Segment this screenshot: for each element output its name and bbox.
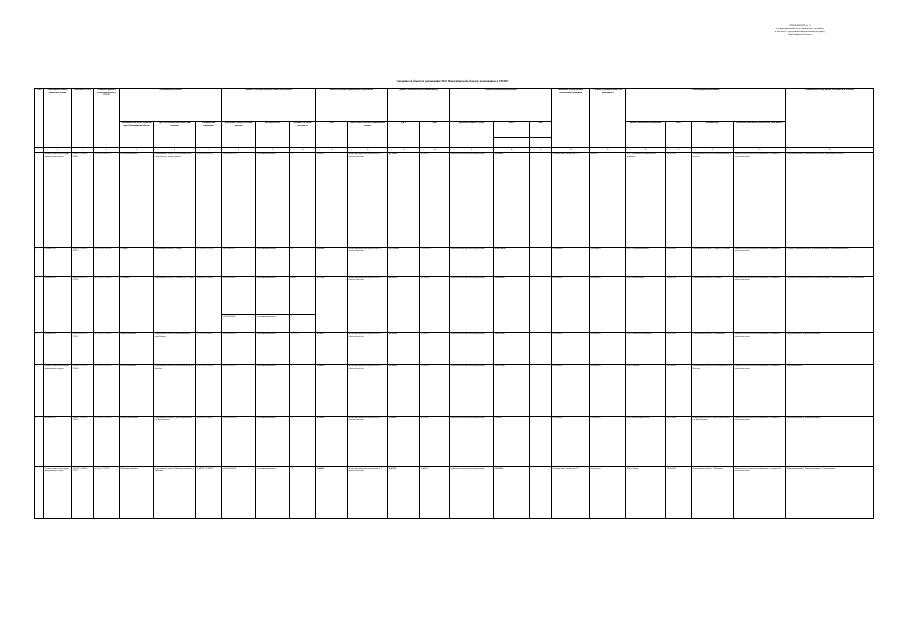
cell-org-inn: 5425000000 <box>666 364 692 416</box>
header-cadastral: Кадастровые номера земельных участков <box>222 121 256 148</box>
cell-land-area: 2.9 <box>290 152 316 247</box>
table-row <box>35 467 874 519</box>
cell-served: Карасукский район, Краснозерский район <box>786 333 874 365</box>
table-row <box>35 333 874 365</box>
header-state-m3: куб.м <box>388 121 420 148</box>
cell-expertise: Отсутствует <box>552 276 590 333</box>
cell-volume-tons: 74 646.82 <box>316 467 348 519</box>
cell-org-license: Лицензия на деятельность по обращению с отходами I-IV классов опасности <box>734 276 786 333</box>
appendix-line: в том числе с твердыми коммунальными отходами, <box>774 31 826 34</box>
cell-object-name: Полигон захоронения твердых коммунальных отходов <box>44 152 72 247</box>
cell-org-address: Новосибирская область, Болотнинский район, г. Болотное <box>692 152 734 247</box>
column-number: 3 <box>72 148 94 153</box>
cell-expertise: Отсутствует <box>552 247 590 276</box>
cell-object-name: Полигон ТБО <box>44 276 72 333</box>
cell-state-m3: 56 857.00 <box>388 467 420 519</box>
column-number: 8 <box>222 148 256 153</box>
header-monitoring: Сведения о наблюдательной сети (мониторинг) <box>590 89 626 148</box>
cell-state-m3: 1 671 542.00 <box>388 247 420 276</box>
header-state-tons: тонн <box>420 121 450 148</box>
header-location: Местонахождение объекта <box>120 89 222 122</box>
cell-org-inn: 5452000009 <box>666 467 692 519</box>
cell-org-license: Лицензия на деятельность по обращению с отходами I-IV классов опасности <box>734 364 786 416</box>
table-row <box>35 416 874 467</box>
cell-waste-types: отходы производства и потребления IV, V классов опасности <box>348 467 388 519</box>
cell-org-license: Лицензия на деятельность по обращению с отходами I-IV классов опасности <box>734 247 786 276</box>
cell-served: Болотнинский район, Болотнинский сельсовет, Карасевский сельсовет <box>786 152 874 247</box>
cell-cadastral: 54:33:000000:83 <box>222 315 256 333</box>
table-row <box>35 152 874 247</box>
cell-capacity: 1 095 219.00 <box>494 333 530 365</box>
column-number: 22 <box>692 148 734 153</box>
cell-groro: 54-00028-З-00173-270316 <box>72 276 94 333</box>
cell-coordinates: 55.022780 82.196961 <box>196 364 222 416</box>
column-number: 21 <box>666 148 692 153</box>
header-address: Адрес местонахождения объекта (при наличии) <box>154 121 196 148</box>
header-org-inn: ИНН <box>666 121 692 148</box>
cell-address: Новосибирская область, Краснозерский район, р.п. Краснозерское <box>154 416 196 467</box>
cell-monitoring: Отсутствует <box>590 364 626 416</box>
cell-order: № 479 от 01.08.2014 <box>94 247 120 276</box>
column-number: 14 <box>420 148 450 153</box>
cell-project-type: самостоятельная проектная документация <box>450 276 494 333</box>
cell-land-area: 7.6 <box>290 467 316 519</box>
cell-state-m3: 229 487.00 <box>388 364 420 416</box>
cell-expertise: Отсутствует <box>552 416 590 467</box>
cell-land-category: земли промышленности <box>256 364 290 416</box>
column-number: 7 <box>196 148 222 153</box>
cell-volume-tons: 15 948.24 <box>316 364 348 416</box>
cell-org-license: Лицензия на деятельность по обращению с отходами I-IV классов опасности <box>734 333 786 365</box>
cell-object-name: Полигон захоронения твердых коммунальных отходов <box>44 364 72 416</box>
cell-land-category: земли промышленности <box>256 416 290 467</box>
cell-monitoring: Отсутствует <box>590 247 626 276</box>
cell-org-name: ООО «Экология Новосибирск» <box>626 333 666 365</box>
cell-state-tons: 42 234.00 <box>420 152 450 247</box>
cell-empty <box>530 333 552 365</box>
cell-expertise: Положительное заключение ГЭЭ <box>552 152 590 247</box>
cell-org-license: Лицензия на деятельность по обращению с отходами I-IV классов опасности <box>734 416 786 467</box>
cell-capacity: 300 000.00 <box>494 152 530 247</box>
cell-land-category: земли промышленности <box>256 315 290 333</box>
column-number: 15 <box>450 148 494 153</box>
header-operator: Эксплуатирующая организация <box>626 89 786 122</box>
cell-served: г. Бердск, Искитимский район, Новосибирский район, Черепановский район <box>786 247 874 276</box>
cell-object-name: Полигон захоронения твердых коммунальных отходов <box>44 467 72 519</box>
cell-municipality: Коченевский район <box>120 364 154 416</box>
cell-state-tons: 50 211.00 <box>420 416 450 467</box>
cell-number: 3 <box>35 276 44 333</box>
cell-expertise: Отсутствует <box>552 364 590 416</box>
cell-capacity: 3 198 000.00 <box>494 276 530 333</box>
header-spacer <box>530 137 552 148</box>
cell-cadastral: 54:09:000000:127 <box>222 333 256 365</box>
cell-land-area: 2.2 <box>290 416 316 467</box>
cell-state-tons: 150 000.00 <box>420 276 450 333</box>
header-project: Сведения о проектной документации <box>450 89 552 122</box>
cell-number: 5 <box>35 364 44 416</box>
header-object-name: Наименование объекта размещения отходов <box>44 89 72 148</box>
column-number: 24 <box>786 148 874 153</box>
cell-org-inn: 5422723000 <box>666 333 692 365</box>
cell-volume-tons: 21 287.35 <box>316 152 348 247</box>
cell-capacity: 10 895 540.00 <box>494 247 530 276</box>
cell-monitoring: Отсутствует <box>590 467 626 519</box>
cell-land-category: земли промышленности <box>256 276 290 315</box>
header-expertise: Заключение государственной экологической экспертизы <box>552 89 590 148</box>
cell-project-type: самостоятельная проектная документация <box>450 467 494 519</box>
cell-monitoring: Имеется <box>590 152 626 247</box>
column-number: 5 <box>120 148 154 153</box>
appendix-line: к территориальной схеме обращения с отходами, <box>776 28 824 31</box>
header-org-name: Краткое наименование организации <box>626 121 666 148</box>
cell-waste-types: отходы производства и потребления IV, V классов опасности <box>348 247 388 276</box>
column-number: 20 <box>626 148 666 153</box>
header-volume-tons: тонн <box>316 121 348 148</box>
cell-org-license: Лицензия на деятельность по обращению с отходами I-IV классов опасности <box>734 467 786 519</box>
cell-state-m3: 260 097.00 <box>388 276 420 333</box>
cell-project-type: самостоятельная проектная документация <box>450 152 494 247</box>
cell-empty <box>530 467 552 519</box>
cell-served: Куйбышевский район, Барабинский район, Северный район <box>786 467 874 519</box>
header-land-category: Категория земель <box>256 121 290 148</box>
cell-capacity: 1 232 738.00 <box>494 364 530 416</box>
cell-land-area: 2 <box>290 315 316 333</box>
header-org-address: почтовый адрес <box>692 121 734 148</box>
cell-project-type: самостоятельная проектная документация <box>450 247 494 276</box>
cell-cadastral: 54:03:000000:1154 <box>222 152 256 247</box>
cell-number: 7 <box>35 467 44 519</box>
column-number: 11 <box>316 148 348 153</box>
cell-groro: 54-00037-З-00292-270814 <box>72 416 94 467</box>
table-row <box>35 364 874 416</box>
cell-monitoring: Отсутствует <box>590 276 626 333</box>
cell-land-category: земли промышленности <box>256 152 290 247</box>
cell-waste-types: отходы производства и потребления IV, V классов опасности <box>348 152 388 247</box>
header-groro-number: № объекта в ГРОРО <box>72 89 94 148</box>
cell-org-name: ООО «Экоград» <box>626 364 666 416</box>
cell-monitoring: Отсутствует <box>590 416 626 467</box>
cell-cadastral: 54:33:000000:88 <box>222 276 256 315</box>
header-municipality: Муниципальный район (городской округ) Новосибирской области <box>120 121 154 148</box>
header-project-type: Проектная мощность / ресурс <box>450 121 494 148</box>
column-number: 10 <box>290 148 316 153</box>
cell-land-area: 5 <box>290 364 316 416</box>
cell-land-category: земли промышленности <box>256 467 290 519</box>
header-volume: Количество отходов, принимаемых на размещение <box>316 89 388 122</box>
column-number: 2 <box>44 148 72 153</box>
cell-volume-tons: 35 373.03 <box>316 276 348 333</box>
cell-address: Новосибирская область, Коченевский район, р.п. Коченево <box>154 364 196 416</box>
cell-order: № 292 от 27.08.2014 <box>94 364 120 416</box>
cell-order: № 292 от 27.08.2014 <box>94 416 120 467</box>
cell-order: № 34 от 27.01.2017 <box>94 467 120 519</box>
cell-org-inn: 5427100044 <box>666 416 692 467</box>
cell-org-name: ООО «Экобор» <box>626 467 666 519</box>
cell-municipality: г. Искитим <box>120 276 154 333</box>
header-project-tons: тонн <box>530 121 552 137</box>
cell-municipality: г. Бердск <box>120 247 154 276</box>
registry-table <box>34 88 874 519</box>
cell-project-type: самостоятельная проектная документация <box>450 364 494 416</box>
cell-groro: 54-00029-З-00173-270316 <box>72 333 94 365</box>
cell-municipality: Карасукский район <box>120 333 154 365</box>
cell-groro: 54-00013-З-00068-280815 <box>72 152 94 247</box>
cell-served: Краснозерский район, Карасукский район <box>786 416 874 467</box>
cell-number: 2 <box>35 247 44 276</box>
cell-coordinates: 55.696914 84.427800 <box>196 152 222 247</box>
cell-address: Новосибирская область, г. Искитим, ул. Степная <box>154 276 196 333</box>
cell-land-category: земли промышленности <box>256 333 290 365</box>
cell-served: Коченевский район <box>786 364 874 416</box>
cell-capacity: 2 532.30 <box>494 416 530 467</box>
header-project-m3: куб.м <box>494 121 530 137</box>
table-row <box>35 247 874 276</box>
header-waste-types: Виды и классы опасности принимаемых отходов <box>348 121 388 148</box>
cell-state-tons: 1 152 290.55 <box>420 247 450 276</box>
column-number: 4 <box>94 148 120 153</box>
document-title: Сведения об объектах размещения ТКО Новосибирской области, включенных в ГРОРО <box>396 80 509 83</box>
cell-org-address: Новосибирская область, г. Куйбышев <box>692 467 734 519</box>
cell-order: № 173 от 27.03.2016 <box>94 276 120 333</box>
header-spacer <box>494 137 530 148</box>
appendix-line: ПРИЛОЖЕНИЕ № 11 <box>789 25 811 27</box>
cell-volume-tons: 20 148.72 <box>316 333 348 365</box>
cell-empty <box>530 364 552 416</box>
cell-capacity: 520 202.00 <box>494 467 530 519</box>
appendix-block <box>725 25 875 37</box>
cell-state-m3: 112 118.00 <box>388 152 420 247</box>
column-number: 18 <box>552 148 590 153</box>
cell-org-name: МУП «Болотнинское коммунальное хозяйство» <box>626 152 666 247</box>
cell-empty <box>530 276 552 333</box>
cell-number: 4 <box>35 333 44 365</box>
cell-empty <box>530 152 552 247</box>
cell-land-area: 8.8000 <box>290 276 316 315</box>
cell-coordinates: 55.460827 78.407899 <box>196 467 222 519</box>
cell-volume-tons: 16 329.61 <box>316 416 348 467</box>
cell-empty <box>530 416 552 467</box>
cell-cadastral: 54:13:000000:194 <box>222 416 256 467</box>
cell-served: г. Искитим, Искитимский район, Маслянинский район, Черепановский район, Сузунский район <box>786 276 874 333</box>
cell-org-inn: 5413113556 <box>666 152 692 247</box>
cell-cadastral: 54:14:000000:407 <box>222 467 256 519</box>
column-number: 12 <box>348 148 388 153</box>
header-served: Муниципальные образования, обслуживаемые объектом <box>786 89 874 148</box>
cell-org-address: Новосибирская область, г. Новосибирск <box>692 333 734 365</box>
cell-org-inn: 5445009999 <box>666 247 692 276</box>
cell-project-type: самостоятельная проектная документация <box>450 333 494 365</box>
header-state: Данные о состоянии объекта (заполненность) <box>388 89 450 122</box>
column-number: 13 <box>388 148 420 153</box>
cell-volume-tons: 42 430.90 <box>316 247 348 276</box>
column-number: 17 <box>530 148 552 153</box>
cell-coordinates: 54.634000 83.349043 <box>196 276 222 333</box>
cell-org-address: Новосибирская область, Коченевский район, р.п. Коченево <box>692 364 734 416</box>
cell-waste-types: отходы производства и потребления IV, V классов опасности <box>348 416 388 467</box>
header-number: № п/п <box>35 89 44 148</box>
header-coordinates: Географические координаты <box>196 121 222 148</box>
column-number: 6 <box>154 148 196 153</box>
cell-order: № 566 от 28.08.2015 <box>94 152 120 247</box>
column-number: 1 <box>35 148 44 153</box>
header-land-area: Площадь земельных участков, га <box>290 121 316 148</box>
cell-address: Новосибирская область, Куйбышевский район, г. Куйбышев <box>154 467 196 519</box>
header-land: Данные о земельных участках, занятых под объектом <box>222 89 316 122</box>
cell-org-inn: 5446015396 <box>666 276 692 333</box>
cell-org-name: МУП «Краснозерское ЖКХ» <box>626 416 666 467</box>
cell-org-name: ООО «Чистый город» <box>626 276 666 333</box>
cell-cadastral: 54:11:017401:58 <box>222 364 256 416</box>
cell-coordinates: 53.738150 78.046775 <box>196 333 222 365</box>
cell-org-license: Лицензия на деятельность по обращению с отходами I-IV классов опасности <box>734 152 786 247</box>
cell-monitoring: Отсутствует <box>590 333 626 365</box>
header-order: Реквизиты приказа о включении объекта в ГРОРО <box>94 89 120 148</box>
cell-waste-types: отходы производства и потребления IV, V классов опасности <box>348 364 388 416</box>
cell-expertise: Положительное заключение ГЭЭ <box>552 467 590 519</box>
column-number: 16 <box>494 148 530 153</box>
cell-expertise: Отсутствует <box>552 333 590 365</box>
cell-org-address: Новосибирская область, г. Бердск, ул. Зеленая <box>692 247 734 276</box>
cell-address: Новосибирская область, г. Бердск <box>154 247 196 276</box>
cell-waste-types: отходы производства и потребления IV, V классов опасности <box>348 333 388 365</box>
cell-object-name: Полигон ТБО <box>44 333 72 365</box>
cell-municipality: Краснозерский район <box>120 416 154 467</box>
cell-address: Новосибирская область, Карасукский район, город Карасук <box>154 333 196 365</box>
appendix-line: Новосибирской области <box>788 34 812 37</box>
cell-groro: 54-00035-З-00292-270814 <box>72 364 94 416</box>
cell-org-address: Новосибирская область, г. Искитим <box>692 276 734 333</box>
cell-cadastral: 54:32:000000:17 <box>222 247 256 276</box>
cell-org-address: Новосибирская область, Краснозерский район, р.п. Краснозерское <box>692 416 734 467</box>
cell-coordinates: 54.747166 83.133124 <box>196 247 222 276</box>
column-number: 9 <box>256 148 290 153</box>
cell-empty <box>530 247 552 276</box>
cell-groro: 54-00027-З-00078-010814 <box>72 247 94 276</box>
cell-state-tons: 170 629.00 <box>420 364 450 416</box>
cell-state-tons: 15 000.00 <box>420 467 450 519</box>
cell-land-area: 19.7 <box>290 247 316 276</box>
cell-number: 6 <box>35 416 44 467</box>
cell-state-m3: 129 981.00 <box>388 333 420 365</box>
cell-groro: 54-00057-З-00034-270117 <box>72 467 94 519</box>
cell-municipality: Куйбышевский район <box>120 467 154 519</box>
cell-project-type: самостоятельная проектная документация <box>450 416 494 467</box>
cell-order: № 173 от 27.03.2016 <box>94 333 120 365</box>
column-number: 23 <box>734 148 786 153</box>
cell-land-category: земли промышленности <box>256 247 290 276</box>
cell-number: 1 <box>35 152 44 247</box>
cell-state-m3: 72 950.00 <box>388 416 420 467</box>
cell-land-area: 11.1 (5.3) <box>290 333 316 365</box>
cell-org-name: МУП «Спецавтохозяйство» <box>626 247 666 276</box>
cell-municipality: Болотнинский район <box>120 152 154 247</box>
cell-address: Новосибирская область, Болотнинский район, город Болотное, улица Стоишева <box>154 152 196 247</box>
cell-object-name: Полигон ТБО <box>44 416 72 467</box>
cell-coordinates: 53.991699 79.266676 <box>196 416 222 467</box>
cell-waste-types: отходы производства и потребления IV, V классов опасности <box>348 276 388 333</box>
cell-state-tons: 50 000.00 <box>420 333 450 365</box>
table-row <box>35 276 874 315</box>
column-number: 19 <box>590 148 626 153</box>
cell-object-name: Полигон ТБО <box>44 247 72 276</box>
header-org-license: реквизиты лицензии на осуществление деятельности <box>734 121 786 148</box>
